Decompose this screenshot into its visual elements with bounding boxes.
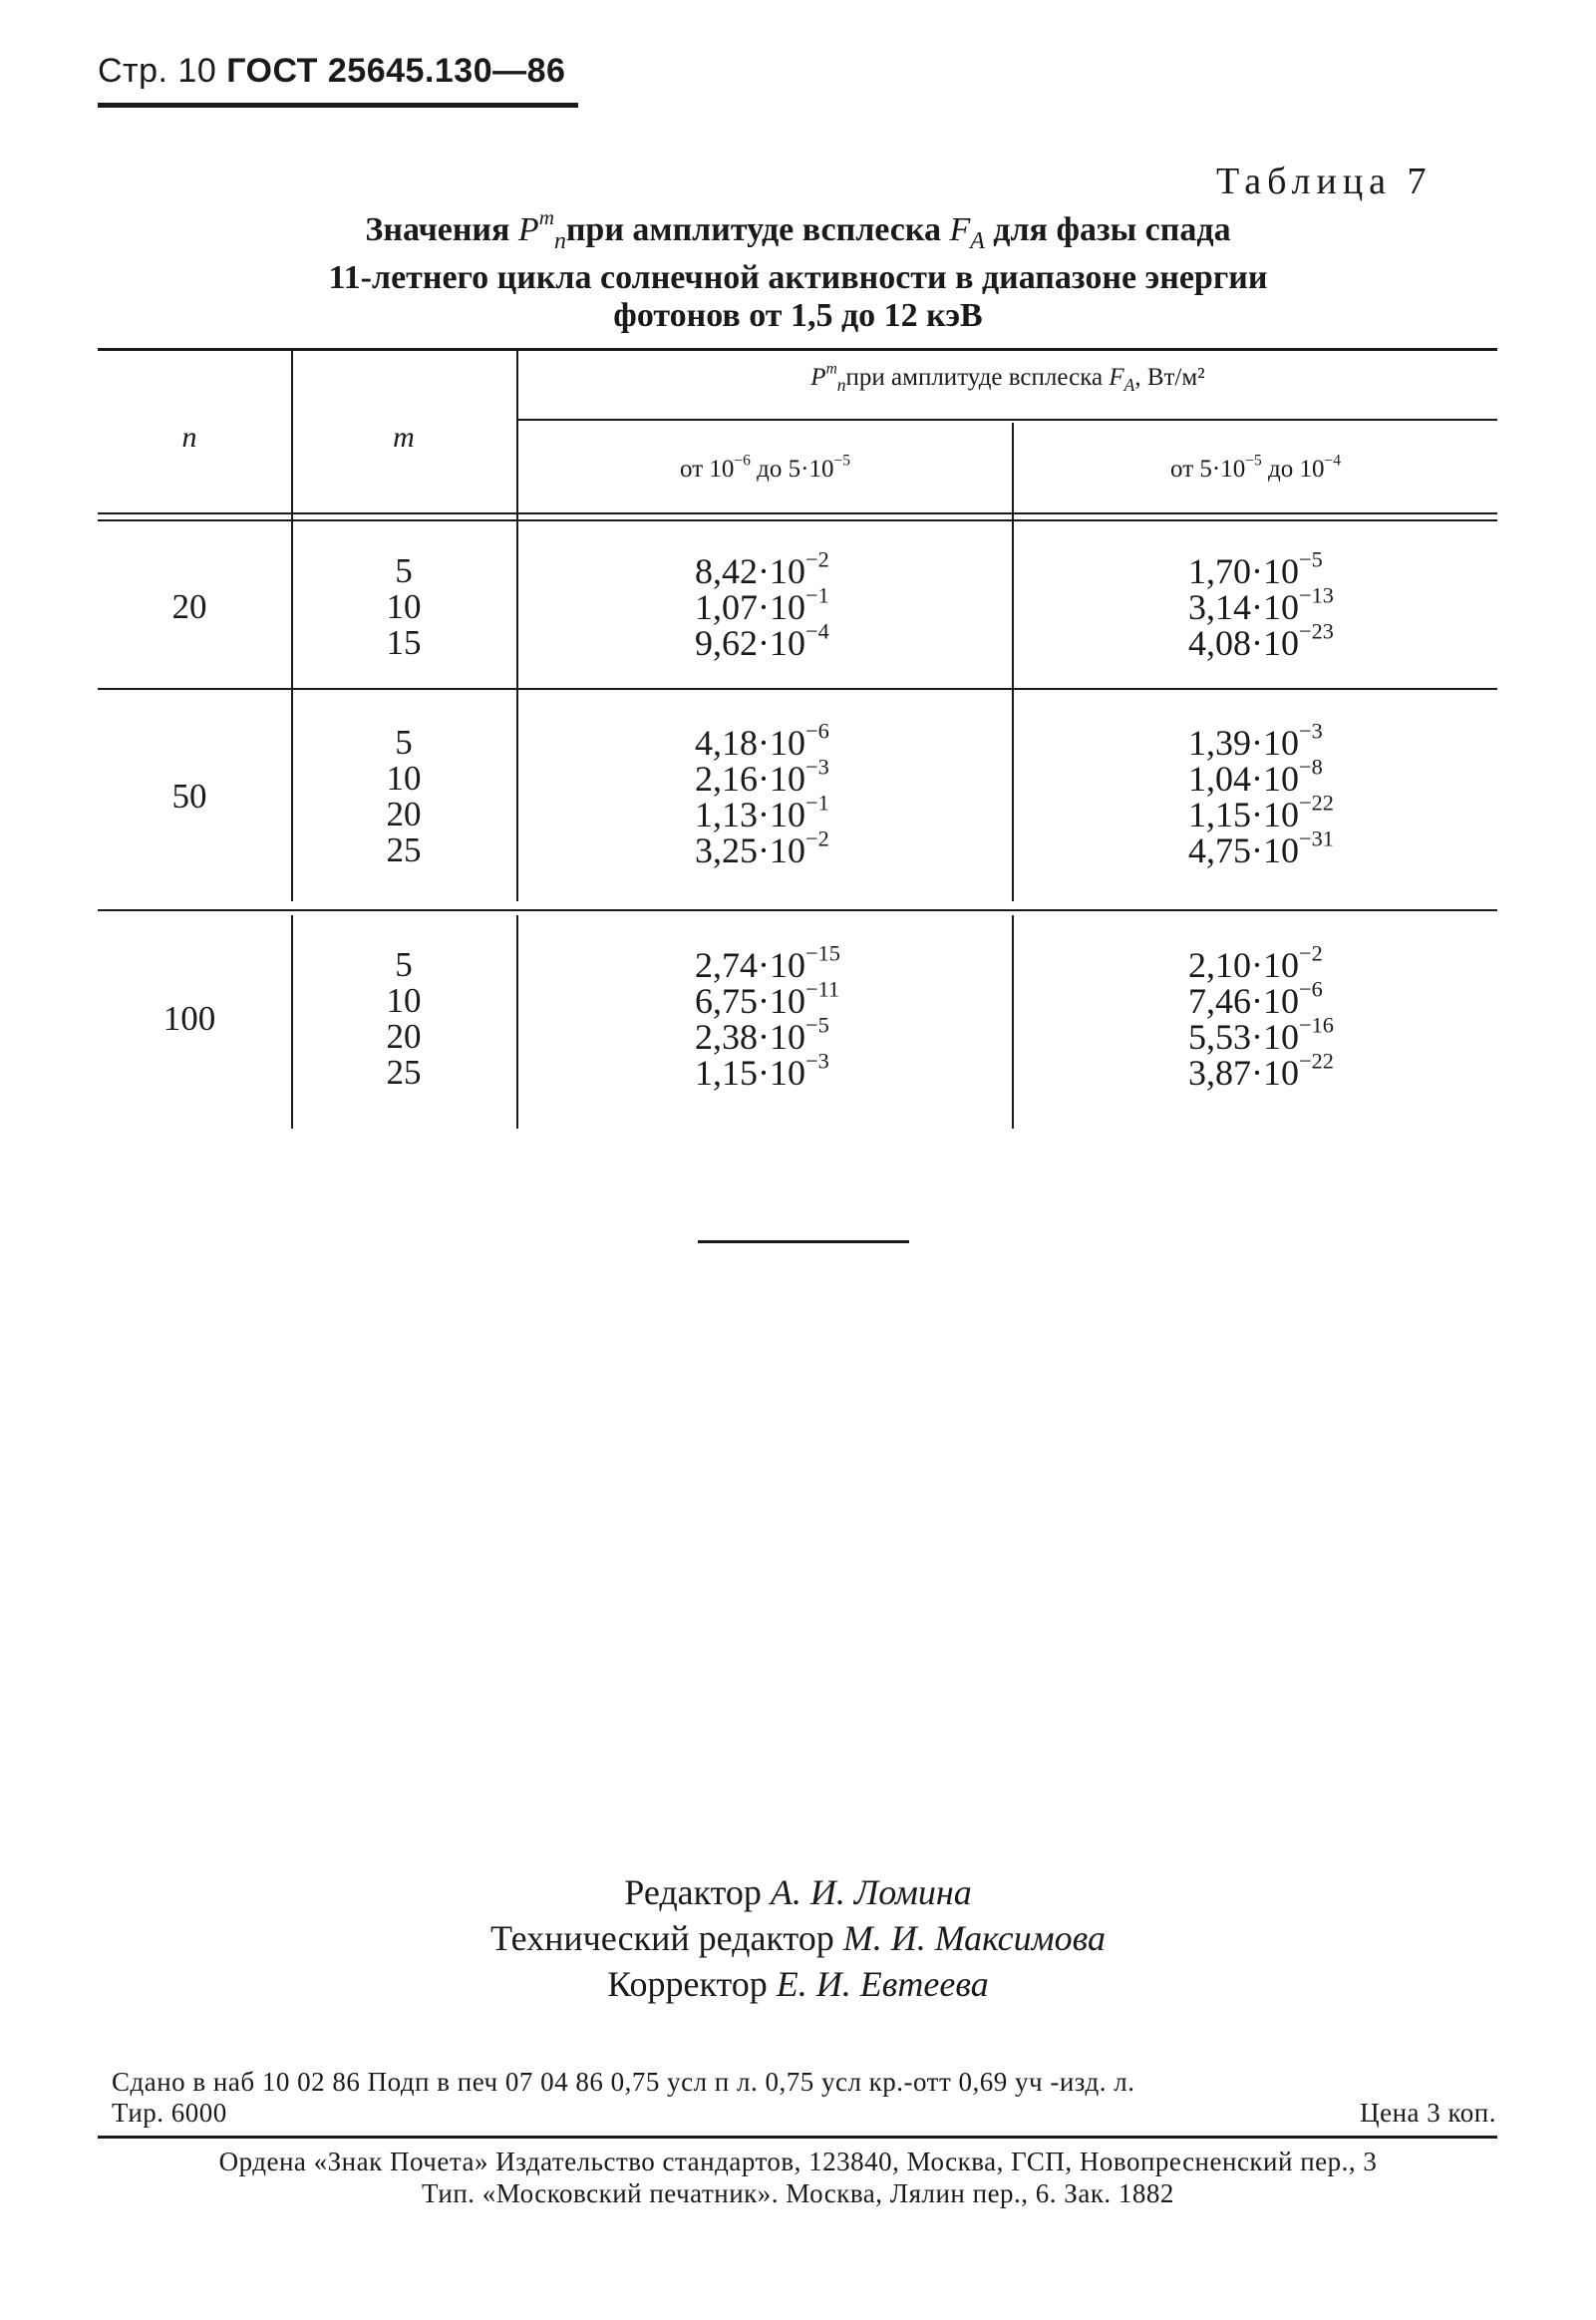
cell-value-high-range: $4,75\cdot 10^{-31}$ xyxy=(1188,826,1334,870)
imprint-rule xyxy=(98,2136,1497,2139)
col-divider-m-values-lower xyxy=(516,915,518,1129)
cell-m: 5 xyxy=(395,945,413,984)
cell-value-low-range: $3,25\cdot 10^{-2}$ xyxy=(695,826,829,870)
table-title-line-2: 11-летнего цикла солнечной активности в диапазоне энергии xyxy=(328,259,1268,296)
cell-value-low-range: $1,07\cdot 10^{-1}$ xyxy=(695,582,829,627)
group-separator-2 xyxy=(98,909,1497,911)
cell-value-low-range: $9,62\cdot 10^{-4}$ xyxy=(695,618,829,663)
col-divider-values-lower xyxy=(1012,915,1014,1129)
header-n: n xyxy=(181,421,197,454)
header-group-probability: $P^m_nпри$ амплитуде всплеска $F_A$, Вт/м² xyxy=(810,360,1205,395)
header-m: m xyxy=(393,421,415,454)
cell-n: 50 xyxy=(171,777,207,816)
col-divider-m-values xyxy=(516,351,518,901)
cell-m: 15 xyxy=(386,623,422,662)
group-separator-1 xyxy=(98,688,1497,690)
header-rule xyxy=(98,103,578,108)
imprint-printer: Тип. «Московский печатник». Москва, Лялин пер., 6. Зак. 1882 xyxy=(422,2178,1174,2208)
table-title-line-3: фотонов от 1,5 до 12 кэВ xyxy=(613,297,983,334)
header-split-rule xyxy=(518,419,1497,421)
imprint-price: Цена 3 коп. xyxy=(1360,2098,1496,2128)
cell-value-high-range: $3,87\cdot 10^{-22}$ xyxy=(1188,1048,1334,1093)
cell-m: 25 xyxy=(386,1053,422,1092)
header-bottom-rule-2 xyxy=(98,519,1497,521)
col-divider-n-m-lower xyxy=(291,915,293,1129)
cell-m: 25 xyxy=(386,830,422,869)
cell-value-high-range: $1,70\cdot 10^{-5}$ xyxy=(1188,546,1323,591)
header-range-high: от $5\cdot 10^{-5}$ до $10^{-4}$ xyxy=(1170,452,1341,483)
cell-value-low-range: $1,15\cdot 10^{-3}$ xyxy=(695,1048,829,1093)
cell-value-low-range: $2,16\cdot 10^{-3}$ xyxy=(695,754,829,799)
cell-value-high-range: $3,14\cdot 10^{-13}$ xyxy=(1188,582,1334,627)
cell-m: 10 xyxy=(386,759,422,798)
cell-m: 10 xyxy=(386,981,422,1020)
credit-corrector: Корректор Е. И. Евтеева xyxy=(607,1964,989,2004)
page-header xyxy=(98,52,565,91)
page-number: Стр. 10 xyxy=(98,52,217,90)
cell-value-high-range: $5,53\cdot 10^{-16}$ xyxy=(1188,1012,1334,1057)
cell-value-low-range: $6,75\cdot 10^{-11}$ xyxy=(695,976,840,1021)
cell-value-low-range: $8,42\cdot 10^{-2}$ xyxy=(695,546,829,591)
cell-m: 20 xyxy=(386,795,422,833)
cell-n: 100 xyxy=(162,999,216,1038)
table-top-rule xyxy=(98,348,1497,351)
cell-value-low-range: $1,13\cdot 10^{-1}$ xyxy=(695,790,829,834)
imprint-circulation: Тир. 6000 xyxy=(112,2098,227,2128)
cell-m: 5 xyxy=(395,723,413,762)
table-title-line-1: Значения $P^m_nпри$ амплитуде всплеска $F_A$ для фазы спада xyxy=(365,205,1231,254)
cell-n: 20 xyxy=(171,587,207,626)
cell-value-low-range: $2,38\cdot 10^{-5}$ xyxy=(695,1012,829,1057)
cell-value-high-range: $7,46\cdot 10^{-6}$ xyxy=(1188,976,1323,1021)
cell-value-low-range: $4,18\cdot 10^{-6}$ xyxy=(695,718,829,763)
cell-value-high-range: $1,39\cdot 10^{-3}$ xyxy=(1188,718,1323,763)
cell-m: 5 xyxy=(395,551,413,590)
table-label: Таблица 7 xyxy=(1216,161,1433,202)
imprint-publisher: Ордена «Знак Почета» Издательство стандартов, 123840, Москва, ГСП, Новопресненский пер., 3 xyxy=(218,2147,1378,2176)
imprint-line-1: Сдано в наб 10 02 86 Подп в печ 07 04 86 0,75 усл п л. 0,75 усл кр.-отт 0,69 уч -изд. л. xyxy=(112,2067,1135,2097)
col-divider-n-m xyxy=(291,351,293,901)
credit-editor: Редактор А. И. Ломина xyxy=(624,1872,972,1912)
cell-value-high-range: $2,10\cdot 10^{-2}$ xyxy=(1188,940,1323,985)
cell-m: 20 xyxy=(386,1017,422,1056)
cell-m: 10 xyxy=(386,587,422,626)
cell-value-high-range: $1,15\cdot 10^{-22}$ xyxy=(1188,790,1334,834)
credit-tech-editor: Технический редактор М. И. Максимова xyxy=(490,1918,1106,1958)
cell-value-high-range: $4,08\cdot 10^{-23}$ xyxy=(1188,618,1334,663)
col-divider-values xyxy=(1012,423,1014,901)
header-range-low: от $10^{-6}$ до $5\cdot 10^{-5}$ xyxy=(680,452,850,483)
cell-value-high-range: $1,04\cdot 10^{-8}$ xyxy=(1188,754,1323,799)
standard-number: ГОСТ 25645.130—86 xyxy=(226,52,566,90)
cell-value-low-range: $2,74\cdot 10^{-15}$ xyxy=(695,940,840,985)
header-bottom-rule-1 xyxy=(98,512,1497,514)
section-rule xyxy=(698,1240,909,1243)
